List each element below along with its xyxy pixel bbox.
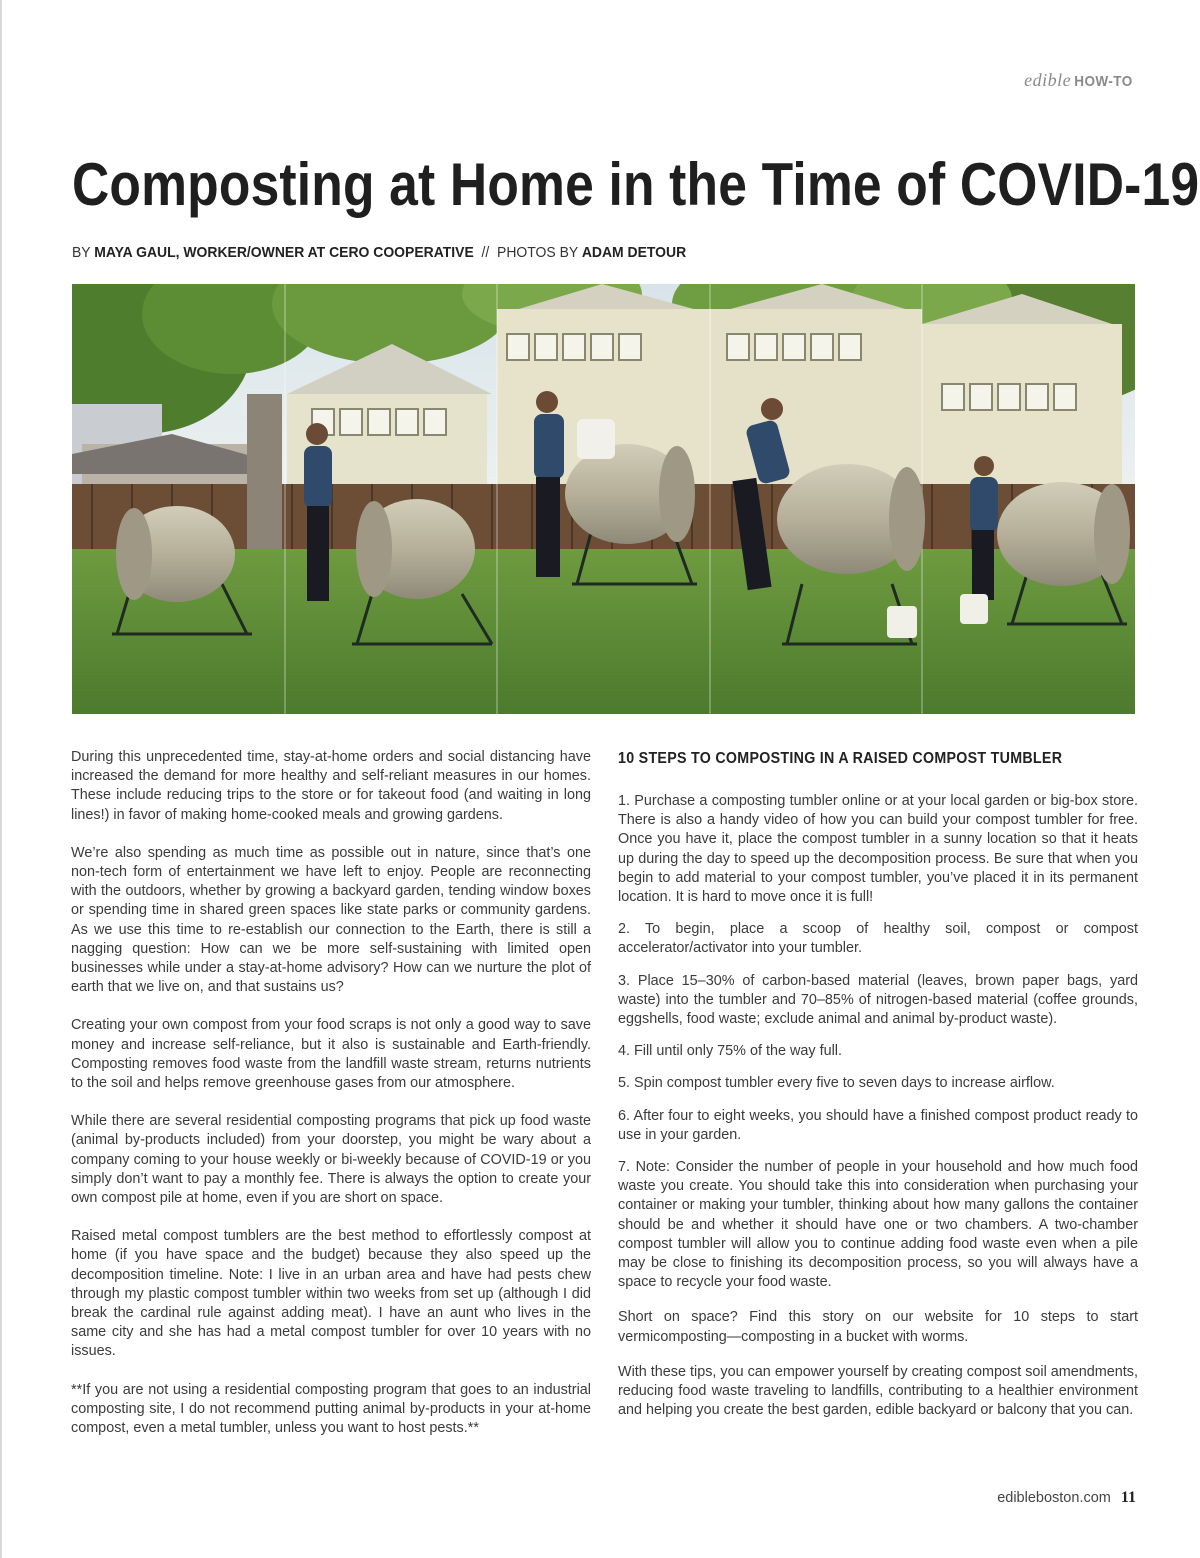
compost-bucket — [887, 606, 917, 638]
article-title: Composting at Home in the Time of COVID-19 — [72, 151, 1200, 218]
paragraph: While there are several residential composting programs that pick up food waste (animal by-products included) from your doorstep, you might be wary about a company coming to your house weekly or bi-weekly because of COVID-19 or you simply don’t want to pay a monthly fee. There is always the option to create your own compost pile at home, even if you are short on space. — [71, 1113, 591, 1207]
step-item: 7. Note: Consider the number of people in your household and how much food waste you create. You should take this into consideration when purchasing your container or making your tumbler, thinking about how many gallons the container should be and whether it should have one or two chambers. A two-chamber compost tumbler will allow you to continue adding food waste even when a pile may be close to finishing its decomposition process, so you will always have a space to recycle your food waste. — [618, 1159, 1138, 1291]
person — [304, 423, 332, 601]
byline-separator: // — [481, 244, 490, 261]
step-item: 1. Purchase a composting tumbler online or at your local garden or big-box store. There is also a handy video of how you can build your compost tumbler for free. Once you have it, place the compost tumbler in a sunny location so that it heats up during the day to speed up the decomposition process. Be sure that when you begin to add material to your compost tumbler, you’ve placed it in its permanent location. It is hard to move once it is full! — [618, 793, 1138, 906]
paragraph: During this unprecedented time, stay-at-home orders and social distancing have increased the demand for more healthy and self-reliant measures in our homes. These include reducing trips to the store or for takeout food (and waiting in long lines!) in favor of making home-cooked meals and growing gardens. — [71, 749, 591, 823]
step-item: 6. After four to eight weeks, you should have a finished compost product ready to use in your garden. — [618, 1107, 1138, 1143]
section-tag — [1024, 70, 1136, 91]
step-item: 5. Spin compost tumbler every five to seven days to increase airflow. — [618, 1075, 1055, 1092]
page-edge — [0, 0, 2, 1558]
closing-paragraph: With these tips, you can empower yourself by creating compost soil amendments, reducing food waste traveling to landfills, contributing to a healthier environment and helping you create the best garden, edible backyard or balcony that you can. — [618, 1363, 1138, 1419]
paragraph: We’re also spending as much time as possible out in nature, since that’s one non-tech form of entertainment we have left to enjoy. People are reconnecting with the outdoors, whether by growing a backyard garden, tending window boxes or spending time in shared green spaces like state parks or community gardens. As we use this time to re-establish our connection to the Earth, there is still a nagging question: How can we be more self-sustaining with limited open businesses while under a stay-at-home advisory? How can we nurture the plot of earth that we live on, and that sustains us? — [71, 844, 591, 996]
byline-photographer: ADAM DETOUR — [581, 244, 687, 261]
hero-photo-composite — [72, 284, 1135, 714]
page-footer — [997, 1489, 1136, 1507]
section-name: HOW-TO — [1074, 73, 1133, 90]
byline-author: MAYA GAUL, WORKER/OWNER AT CERO COOPERATIVE — [94, 244, 474, 261]
step-item: 4. Fill until only 75% of the way full. — [618, 1043, 842, 1060]
step-item: 3. Place 15–30% of carbon-based material (leaves, brown paper bags, yard waste) into the tumbler and 70–85% of nitrogen-based material (coffee grounds, eggshells, food waste; exclude animal and animal by-product waste). — [618, 972, 1138, 1028]
compost-tumbler-photo-sequence — [72, 284, 1135, 714]
article-body-right — [618, 748, 1138, 1433]
step-item: 2. To begin, place a scoop of healthy soil, compost or compost accelerator/activator into your tumbler. — [618, 921, 1138, 957]
byline-photos-label: PHOTOS BY — [497, 244, 578, 261]
paragraph: Raised metal compost tumblers are the best method to effortlessly compost at home (if you have space and the budget) because they also speed up the decomposition timeline. Note: I live in an urban area and have had pests chew through my plastic compost tumbler within two weeks from set up (although I did break the cardinal rule against adding meat). I have an aunt who lives in the same city and she has had a metal compost tumbler for over 10 years with no issues. — [71, 1228, 591, 1360]
magazine-brand: edible — [1024, 70, 1072, 90]
paragraph-note: **If you are not using a residential composting program that goes to an industrial composting site, I do not recommend putting animal by-products in your at-home compost, even a metal tumbler, unless you want to host pests.** — [71, 1381, 591, 1437]
paragraph: Creating your own compost from your food scraps is not only a good way to save money and increase self-reliance, but it also is sustainable and Earth-friendly. Composting removes food waste from the landfill waste stream, returns nutrients to the soil and helps remove greenhouse gases from our atmosphere. — [71, 1017, 591, 1092]
compost-bucket — [960, 594, 988, 624]
steps-heading: 10 STEPS TO COMPOSTING IN A RAISED COMPOST TUMBLER — [618, 750, 1063, 767]
byline-by-label: BY — [72, 244, 91, 261]
page-number: 11 — [1120, 1489, 1136, 1506]
footer-website: edibleboston.com — [997, 1490, 1111, 1506]
byline — [72, 244, 686, 261]
closing-paragraph: Short on space? Find this story on our website for 10 steps to start vermicomposting—composting in a bucket with worms. — [618, 1309, 1138, 1345]
article-body-left — [71, 748, 591, 1457]
